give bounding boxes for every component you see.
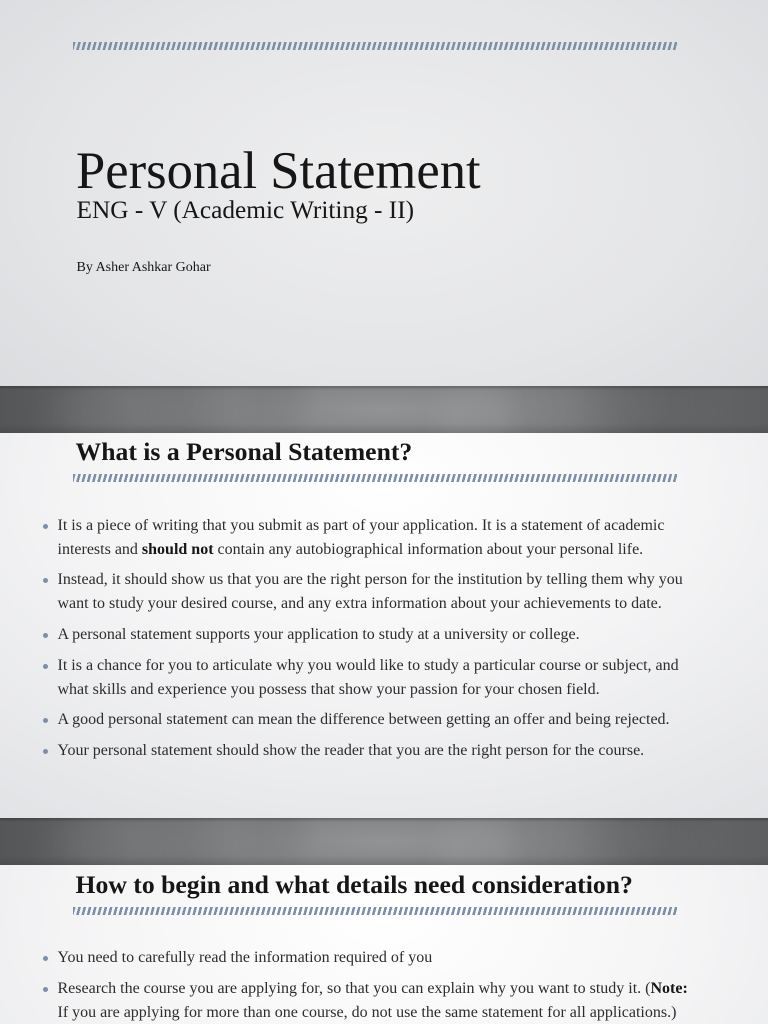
bullet-marker: [43, 987, 48, 992]
text-span: A personal statement supports your application to study at a university or college.: [57, 625, 580, 643]
text-line: [58, 623, 768, 647]
title-divider: [73, 474, 677, 482]
bullet-list: [0, 514, 768, 763]
text-line: [58, 592, 768, 616]
list-item: [0, 739, 768, 763]
text-span: It is a piece of writing that you submit as part of your application. It is a statement of academic: [57, 516, 665, 534]
bullet-list: [0, 946, 768, 1024]
list-item: [0, 708, 768, 732]
slide-title-page: [0, 0, 768, 433]
bullet-marker: [43, 633, 48, 638]
list-item: [0, 654, 768, 702]
text-line: [58, 568, 768, 592]
text-line: [58, 1001, 768, 1024]
text-span: want to study your desired course, and any extra information about your achievements to date.: [57, 595, 662, 613]
text-line: [58, 977, 768, 1001]
text-span: what skills and experience you possess that show your passion for your chosen field.: [57, 680, 600, 698]
slide-title: How to begin and what details need consideration?: [75, 869, 633, 899]
text-span: Your personal statement should show the reader that you are the right person for the course.: [57, 741, 645, 759]
list-item: [0, 977, 768, 1024]
slide-footer-band: [0, 386, 768, 433]
emphasis-text: should not: [141, 540, 214, 558]
text-line: [58, 946, 768, 970]
text-span: It is a chance for you to articulate why you would like to study a particular course or subject, and: [57, 656, 679, 674]
text-span: You need to carefully read the information required of you: [57, 949, 433, 966]
text-line: [58, 708, 768, 732]
text-span: If you are applying for more than one course, do not use the same statement for all applications.): [57, 1003, 677, 1021]
text-line: [58, 514, 768, 538]
bullet-marker: [43, 524, 48, 529]
slide-title: What is a Personal Statement?: [75, 437, 413, 466]
list-item: [0, 568, 768, 616]
bullet-marker: [43, 749, 48, 754]
presentation-title: Personal Statement: [76, 141, 481, 200]
bullet-marker: [43, 664, 48, 669]
title-divider: [73, 907, 677, 915]
list-item: [0, 946, 768, 970]
list-item: [0, 623, 768, 647]
slide-how-to-begin: [0, 865, 768, 1024]
bullet-marker: [43, 956, 48, 961]
text-line: [58, 538, 768, 562]
presentation-subtitle: ENG - V (Academic Writing - II): [76, 196, 415, 224]
text-span: contain any autobiographical information about your personal life.: [213, 540, 644, 558]
bullet-marker: [43, 578, 48, 583]
text-span: Instead, it should show us that you are the right person for the institution by telling them why you: [57, 571, 683, 589]
text-span: interests and: [57, 540, 142, 558]
text-span: Research the course you are applying for, so that you can explain why you want to study it. (: [57, 979, 651, 997]
presentation-author: By Asher Ashkar Gohar: [76, 260, 211, 275]
bullet-marker: [43, 718, 48, 723]
list-item: [0, 514, 768, 562]
text-line: [58, 739, 768, 763]
title-divider: [73, 42, 677, 50]
emphasis-text: Note:: [650, 979, 688, 997]
text-line: [58, 678, 768, 702]
text-span: A good personal statement can mean the difference between getting an offer and being rejected.: [57, 711, 670, 729]
text-line: [58, 654, 768, 678]
slide-footer-band: [0, 818, 768, 865]
slide-what-is-personal-statement: [0, 433, 768, 866]
